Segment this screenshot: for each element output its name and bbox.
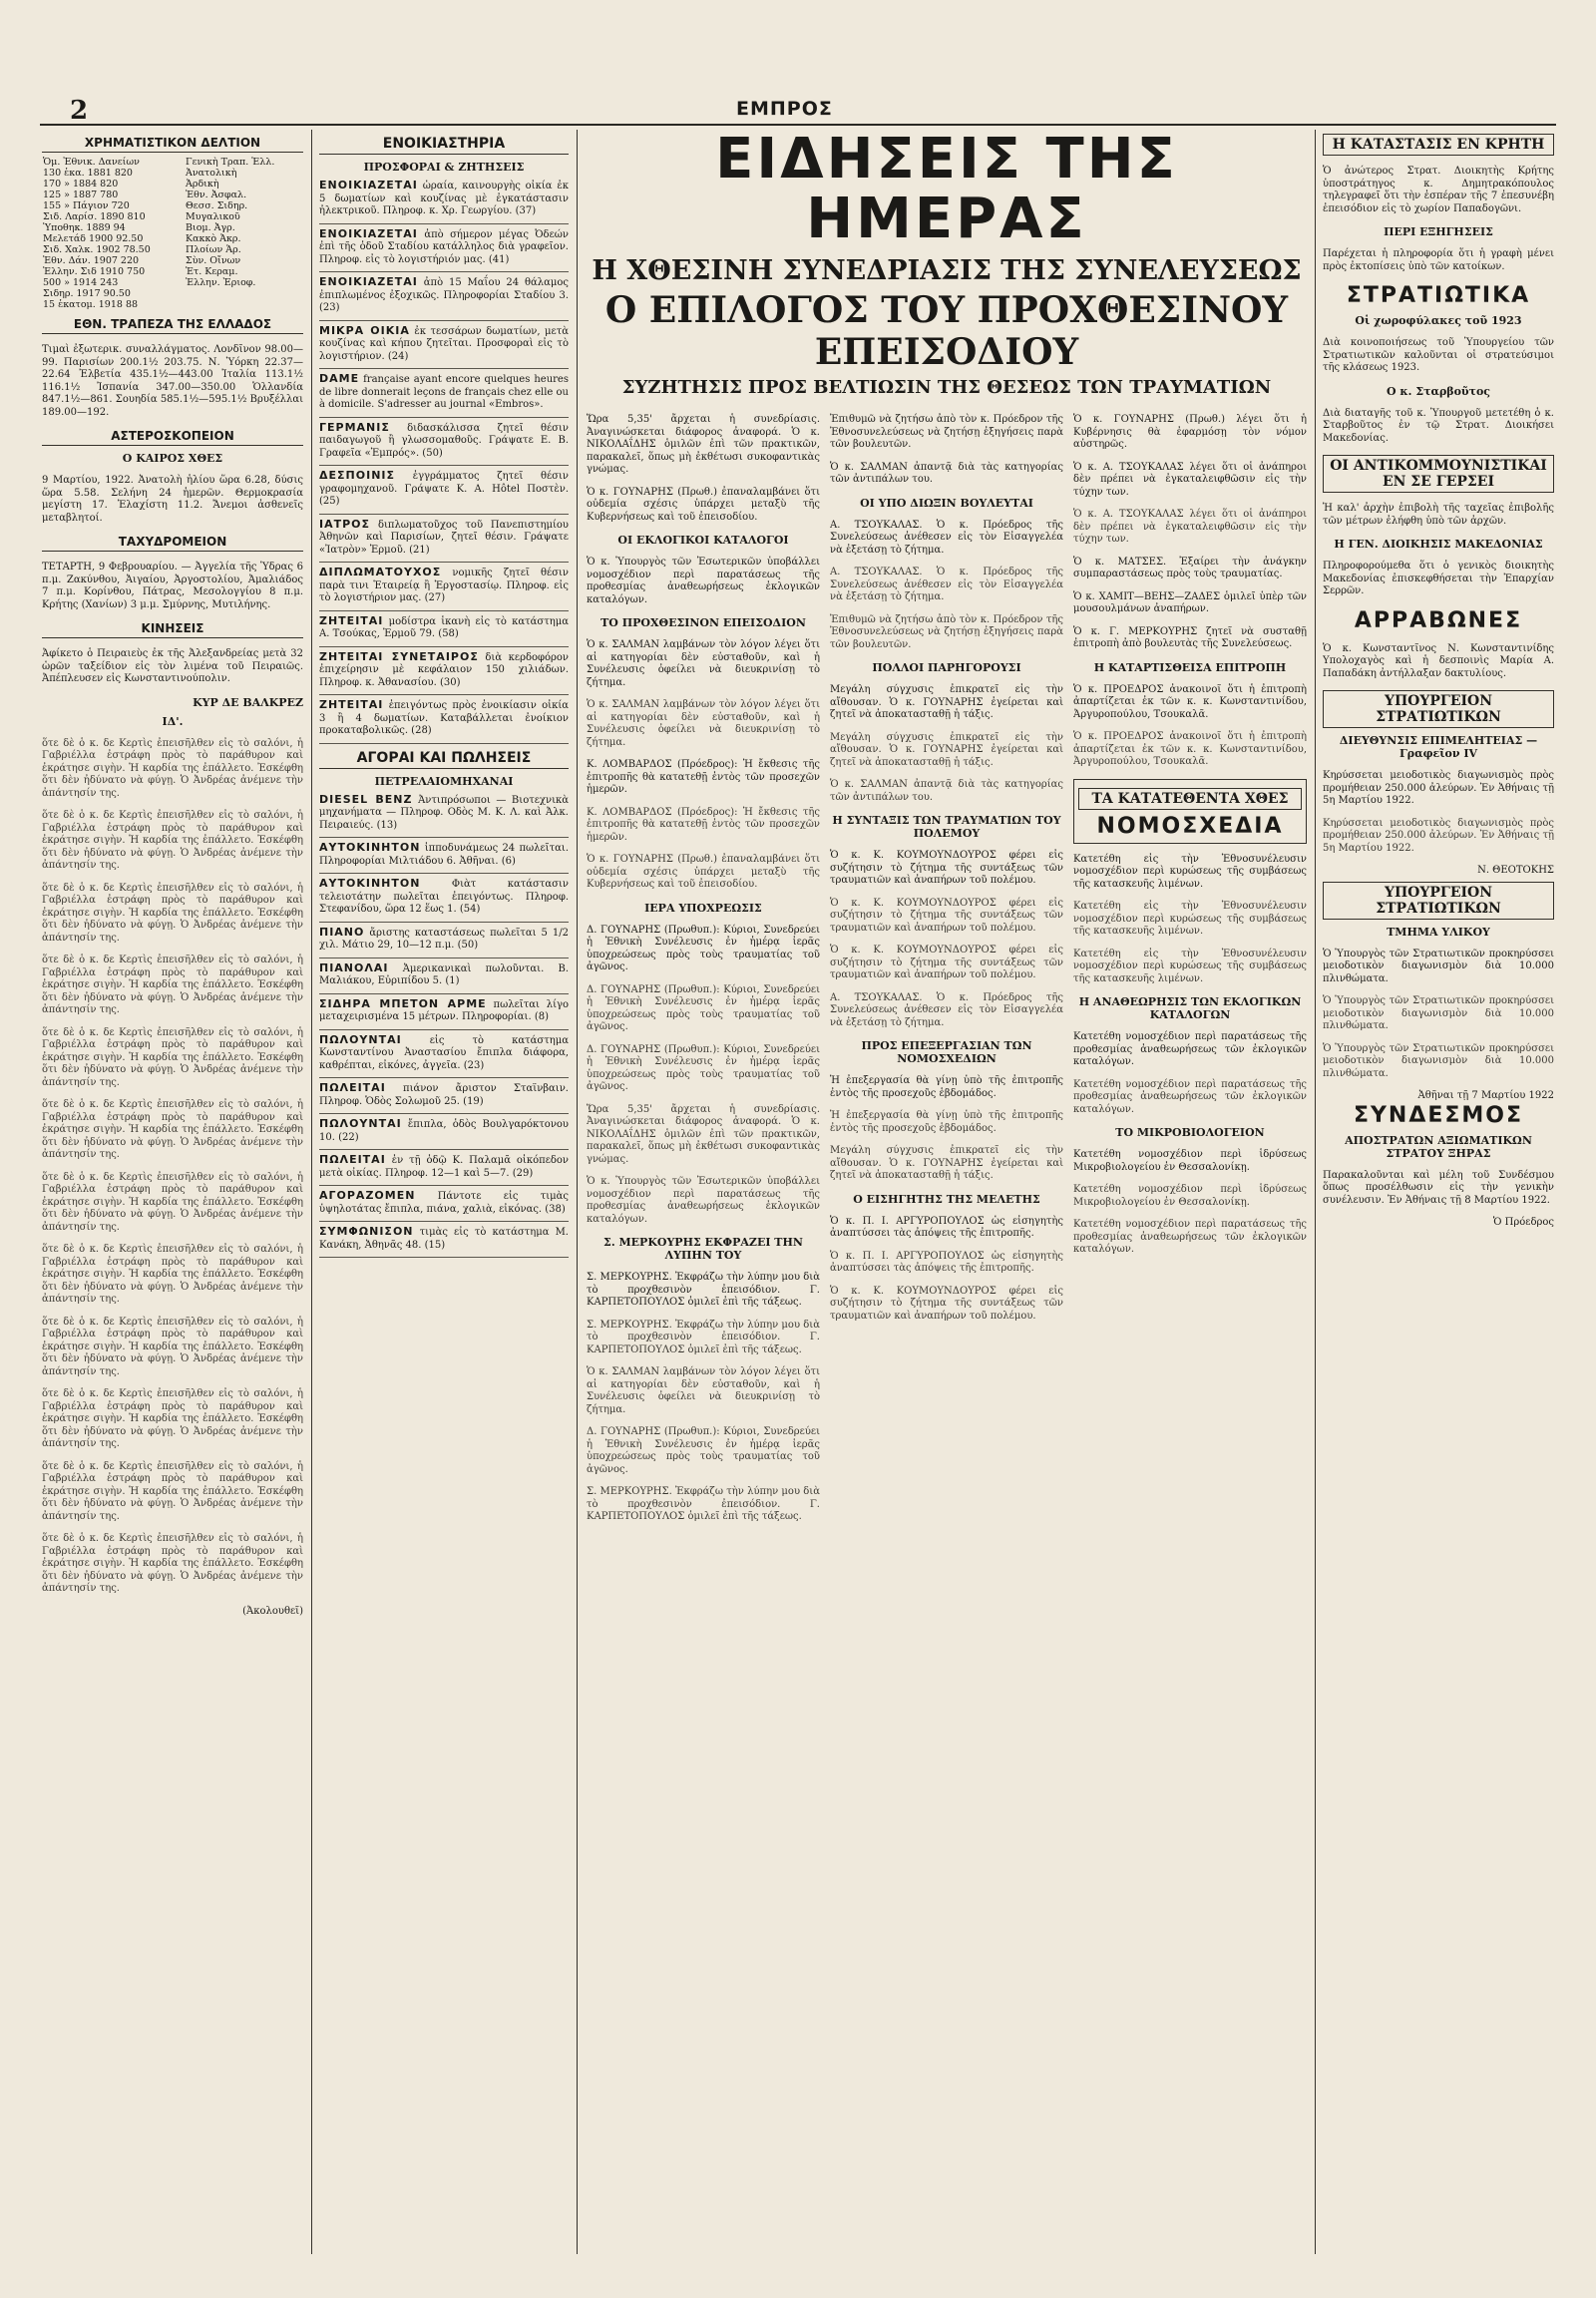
ad-head: ΠΩΛΟΥΝΤΑΙ (319, 1032, 402, 1046)
ads-title: ΕΝΟΙΚΙΑΣΤΗΡΙΑ (319, 136, 569, 155)
market-ad (319, 1078, 569, 1114)
ministry-subtitle-2: ΤΜΗΜΑ ΥΛΙΚΟΥ (1387, 925, 1490, 939)
ad-head: DAME (319, 372, 360, 385)
column-divider (1315, 130, 1316, 2254)
market-ad (319, 1222, 569, 1258)
rate-item: Μελετάδ 1900 92.50 (43, 233, 144, 244)
bank-title: ΕΘΝ. ΤΡΑΠΕΖΑ ΤΗΣ ΕΛΛΑΔΟΣ (42, 317, 303, 334)
serial-text: ὅτε δὲ ὁ κ. δε Κερτὶς ἐπεισῆλθεν εἰς τὸ σαλόνι, ἡ Γαβριέλλα ἐστράφη πρὸς τὸ παράθυρον καὶ ἐκράτησε σιγὴν. Ἡ καρδία της ἐπάλλετο. Ἐσκέφθη ὅτι δὲν ἠδύνατο νὰ φύγῃ. Ὁ Ἀνδρέας ἀνέμενε τὴν ἀπάντησίν της. (42, 1026, 303, 1088)
explanations-heading: ΠΕΡΙ ΕΞΗΓΗΣΕΙΣ (1384, 225, 1493, 238)
story-paragraph: Α. ΤΣΟΥΚΑΛΑΣ. Ὁ κ. Πρόεδρος τῆς Συνελεύσεως ἀνέθεσεν εἰς τὸν Εἰσαγγελέα νὰ ἐξετάσῃ τὸ ζήτημα. (830, 991, 1063, 1028)
story-paragraph: Ὁ κ. Π. Ι. ΑΡΓΥΡΟΠΟΥΛΟΣ ὡς εἰσηγητὴς ἀναπτύσσει τὰς ἀπόψεις τῆς ἐπιτροπῆς. (830, 1215, 1063, 1239)
story-paragraph: Ἐπιθυμῶ νὰ ζητήσω ἀπὸ τὸν κ. Πρόεδρον τῆς Ἐθνοσυνελεύσεως νὰ ζητήσῃ ἐξηγήσεις παρὰ τῶν βουλευτῶν. (830, 414, 1063, 450)
story-subheading: ΟΙ ΥΠΟ ΔΙΩΞΙΝ ΒΟΥΛΕΥΤΑΙ (860, 496, 1033, 510)
ad-text: ἐν τῇ ὁδῷ Κ. Παλαμᾶ οἰκόπεδον μετὰ οἰκίας. Πληροφ. 12—1 καὶ 5—7. (29) (319, 1155, 569, 1179)
engagements-title: ΑΡΡΑΒΩΝΕΣ (1354, 607, 1523, 633)
rate-item: 170 » 1884 820 (43, 179, 119, 190)
story-paragraph: Δ. ΓΟΥΝΑΡΗΣ (Πρωθυπ.): Κύριοι, Συνεδρεύει ἡ Ἐθνικὴ Συνέλευσις ἐν ἡμέρᾳ ἱερᾶς ὑποχρεώσεως πρὸς τοὺς τραυματίας τοῦ ἀγῶνος. (587, 924, 820, 972)
masthead (0, 0, 1596, 142)
serial-text: ὅτε δὲ ὁ κ. δε Κερτὶς ἐπεισῆλθεν εἰς τὸ σαλόνι, ἡ Γαβριέλλα ἐστράφη πρὸς τὸ παράθυρον καὶ ἐκράτησε σιγὴν. Ἡ καρδία της ἐπάλλετο. Ἐσκέφθη ὅτι δὲν ἠδύνατο νὰ φύγῃ. Ὁ Ἀνδρέας ἀνέμενε τὴν ἀπάντησίν της. (42, 1533, 303, 1594)
story-subheading: ΤΟ ΜΙΚΡΟΒΙΟΛΟΓΕΙΟΝ (1115, 1126, 1265, 1139)
ad-text: διπλωματοῦχος τοῦ Πανεπιστημίου Ἀθηνῶν καὶ Παρισίων, ζητεῖ θέσιν. Γράψατε «Ἰατρὸν» Ἑρμοῦ. (21) (319, 519, 569, 556)
ad-head: ΖΗΤΕΙΤΑΙ (319, 698, 384, 711)
story-paragraph: Ὁ κ. Α. ΤΣΟΥΚΑΛΑΣ λέγει ὅτι οἱ ἀνάπηροι δὲν πρέπει νὰ ἐγκαταλειφθῶσιν εἰς τὴν τύχην των. (1073, 461, 1307, 498)
story-paragraph: Κατετέθη νομοσχέδιον περὶ ἱδρύσεως Μικροβιολογείου ἐν Θεσσαλονίκῃ. (1073, 1184, 1307, 1208)
ad-text: ἐκ τεσσάρων δωματίων, μετὰ κουζίνας καὶ κήπου ζητεῖται. Προσφοραὶ εἰς τὸ λογιστήριον. (24) (319, 325, 569, 362)
bills-title: ΤΑ ΚΑΤΑΤΕΘΕΝΤΑ ΧΘΕΣ (1078, 788, 1302, 810)
ad-text: ἄριστης καταστάσεως πωλεῖται 5 1/2 χιλ. Μάτιο 29, 10—12 π.μ. (50) (319, 927, 569, 951)
ad-head: ΓΕΡΜΑΝΙΣ (319, 420, 390, 434)
market-ad (319, 923, 569, 958)
rate-item: Κακκὸ Ἀκρ. (186, 233, 241, 244)
story-paragraph: Α. ΤΣΟΥΚΑΛΑΣ. Ὁ κ. Πρόεδρος τῆς Συνελεύσεως ἀνέθεσεν εἰς τὸν Εἰσαγγελέα νὰ ἐξετάσῃ τὸ ζήτημα. (830, 519, 1063, 556)
market-ad (319, 1030, 569, 1079)
classified-ad (319, 321, 569, 370)
macedonia-heading: Η ΓΕΝ. ΔΙΟΙΚΗΣΙΣ ΜΑΚΕΔΟΝΙΑΣ (1334, 538, 1543, 551)
rate-item: 155 » Πάγιον 720 (43, 200, 130, 211)
association-signature: Ὁ Πρόεδρος (1492, 1217, 1554, 1228)
story-paragraph: Ὁ κ. ΣΑΛΜΑΝ ἀπαντᾷ διὰ τὰς κατηγορίας τῶν ἀντιπάλων του. (830, 779, 1063, 803)
rates-title: ΧΡΗΜΑΤΙΣΤΙΚΟΝ ΔΕΛΤΙΟΝ (42, 136, 303, 153)
story-paragraph: Ὁ κ. ΓΟΥΝΑΡΗΣ (Πρωθ.) ἐπαναλαμβάνει ὅτι οὐδεμία σχέσις ὑπάρχει μεταξὺ τῆς Κυβερνήσεως καὶ τοῦ ἐπεισοδίου. (587, 854, 820, 890)
classified-ad (319, 695, 569, 744)
serial-end: (Ἀκολουθεῖ) (242, 1605, 303, 1617)
story-subheading: Η ΑΝΑΘΕΩΡΗΣΙΣ ΤΩΝ ΕΚΛΟΓΙΚΩΝ ΚΑΤΑΛΟΓΩΝ (1078, 995, 1302, 1021)
ministry-notice: Κηρύσσεται μειοδοτικὸς διαγωνισμὸς πρὸς προμήθειαν 250.000 ἀλεύρων. Ἐν Ἀθήναις τῇ 5η Μαρτίου 1922. (1323, 817, 1554, 854)
story-paragraph: Ὁ κ. ΣΑΛΜΑΝ ἀπαντᾷ διὰ τὰς κατηγορίας τῶν ἀντιπάλων του. (830, 461, 1063, 485)
association-title: ΣΥΝΔΕΣΜΟΣ (1353, 1102, 1524, 1128)
market-ad (319, 958, 569, 994)
ad-head: ΖΗΤΕΙΤΑΙ ΣΥΝΕΤΑΙΡΟΣ (319, 649, 479, 663)
classified-ad (319, 611, 569, 647)
rate-item: Γενικὴ Τραπ. Ἑλλ. (186, 157, 275, 168)
bills-box (1073, 779, 1307, 844)
engagements-text: Ὁ κ. Κωνσταντῖνος Ν. Κωνσταντινίδης Υπολοχαγὸς καὶ ἡ δεσποινὶς Μαρία Α. Παπαδάκη ἀντήλλαξαν δακτυλίους. (1323, 642, 1554, 679)
ad-text: ἔπιπλα, ὁδὸς Βουλγαρόκτονου 10. (22) (319, 1119, 569, 1143)
story-subheading: ΤΟ ΠΡΟΧΘΕΣΙΝΟΝ ΕΠΕΙΣΟΔΙΟΝ (600, 616, 806, 629)
serial-text: ὅτε δὲ ὁ κ. δε Κερτὶς ἐπεισῆλθεν εἰς τὸ σαλόνι, ἡ Γαβριέλλα ἐστράφη πρὸς τὸ παράθυρον καὶ ἐκράτησε σιγὴν. Ἡ καρδία της ἐπάλλετο. Ἐσκέφθη ὅτι δὲν ἠδύνατο νὰ φύγῃ. Ὁ Ἀνδρέας ἀνέμενε τὴν ἀπάντησίν της. (42, 1388, 303, 1449)
story-paragraph: Ὁ κ. Γ. ΜΕΡΚΟΥΡΗΣ ζητεῖ νὰ συσταθῇ ἐπιτροπὴ ἀπὸ βουλευτὰς τῆς Συνελεύσεως. (1073, 625, 1307, 649)
serial-text: ὅτε δὲ ὁ κ. δε Κερτὶς ἐπεισῆλθεν εἰς τὸ σαλόνι, ἡ Γαβριέλλα ἐστράφη πρὸς τὸ παράθυρον καὶ ἐκράτησε σιγὴν. Ἡ καρδία της ἐπάλλετο. Ἐσκέφθη ὅτι δὲν ἠδύνατο νὰ φύγῃ. Ὁ Ἀνδρέας ἀνέμενε τὴν ἀπάντησίν της. (42, 810, 303, 871)
rate-item: 125 » 1887 780 (43, 190, 119, 200)
ad-text: ἀπὸ σήμερον μέγας Ὀδεών ἐπὶ τῆς ὁδοῦ Σταδίου κατάλληλος διὰ γραφεῖον. Πληροφ. εἰς τὸ λογιστήριόν μας. (41) (319, 228, 569, 265)
officer-heading: Ο κ. Σταρβοῦτος (1387, 384, 1490, 398)
rate-item: 15 ἑκατομ. 1918 88 (43, 299, 139, 310)
weather-text: 9 Μαρτίου, 1922. Ἀνατολὴ ἡλίου ὥρα 6.28, δύσις ὥρα 5.58. Σελήνη 24 ἡμερῶν. Θερμοκρασία μεγίστη 17. Ἐλαχίστη 11.2. Ἄνεμοι ἀσθενεῖς μεταβλητοί. (42, 475, 303, 524)
main-news (587, 130, 1307, 2254)
story-subheading: Ο ΕΙΣΗΓΗΤΗΣ ΤΗΣ ΜΕΛΕΤΗΣ (853, 1192, 1040, 1206)
classified-ad (319, 466, 569, 515)
story-paragraph: Σ. ΜΕΡΚΟΥΡΗΣ. Ἐκφράζω τὴν λύπην μου διὰ τὸ προχθεσινὸν ἐπεισόδιον. Γ. ΚΑΡΠΕΤΟΠΟΥΛΟΣ ὁμιλεῖ ἐπὶ τῆς τάξεως. (587, 1486, 820, 1522)
ad-head: ΕΝΟΙΚΙΑΖΕΤΑΙ (319, 179, 418, 192)
story-column-a (587, 404, 820, 1534)
story-paragraph: Ὁ κ. ΠΡΟΕΔΡΟΣ ἀνακοινοῖ ὅτι ἡ ἐπιτροπὴ ἀπαρτίζεται ἐκ τῶν κ. κ. Κωνσταντινίδου, Ἀργυροπούλου, Τσουκαλᾶ. (1073, 731, 1307, 767)
ad-text: ἀπὸ 15 Μαΐου 24 θάλαμος ἐπιπλωμένος ἐξοχικῶς. Πληροφορίαι Σταδίου 3. (23) (319, 277, 569, 313)
story-paragraph: Ἐπιθυμῶ νὰ ζητήσω ἀπὸ τὸν κ. Πρόεδρον τῆς Ἐθνοσυνελεύσεως νὰ ζητήσῃ ἐξηγήσεις παρὰ τῶν βουλευτῶν. (830, 613, 1063, 650)
notice-date: Ἀθῆναι τῇ 7 Μαρτίου 1922 (1417, 1090, 1554, 1101)
rate-item: Ἐθν. Δάν. 1907 220 (43, 255, 140, 266)
rate-item: 500 » 1914 243 (43, 277, 119, 288)
movements-title: ΚΙΝΗΣΕΙΣ (42, 621, 303, 638)
ad-text: εἰς τὸ κατάστημα Κωνσταντίνου Ἀναστασίου ἔπιπλα διάφορα, καθρέπται, εἰκόνες, ἀγγεῖα. (23) (319, 1034, 569, 1071)
ad-text: Ἀμερικανικαὶ πωλοῦνται. Β. Μαλιάκου, Εὐριπίδου 5. (1) (319, 962, 569, 986)
ad-head: ΜΙΚΡΑ ΟΙΚΙΑ (319, 323, 410, 337)
story-subheading: ΠΟΛΛΟΙ ΠΑΡΗΓΟΡΟΥΣΙ (872, 661, 1021, 674)
story-paragraph: Ὥρα 5,35' ἄρχεται ἡ συνεδρίασις. Ἀναγινώσκεται διάφορος ἀναφορά. Ὁ κ. ΝΙΚΟΛΑΐΔΗΣ ὁμιλῶν ἐπὶ τῶν πρακτικῶν, παρακαλεῖ, ὅπως μὴ ἐκθέτωσι συκοφαντικὰς γνώμας. (587, 1103, 820, 1165)
post-text: ΤΕΤΑΡΤΗ, 9 Φεβρουαρίου. — Ἀγγελία τῆς Ὑδρας 6 π.μ. Ζακύνθου, Ἀιγαίου, Ἀργοστολίου, Ἀμαλιάδος 7 π.μ. Κορίνθου, Πάτρας, Μεσολογγίου 8 π.μ. Κρήτης (Χανίων) 3 μ.μ. Σμύρνης, Μυτιλήνης. (42, 562, 303, 610)
ad-head: DIESEL BENZ (319, 792, 413, 806)
story-paragraph: Δ. ΓΟΥΝΑΡΗΣ (Πρωθυπ.): Κύριοι, Συνεδρεύει ἡ Ἐθνικὴ Συνέλευσις ἐν ἡμέρᾳ ἱερᾶς ὑποχρεώσεως πρὸς τοὺς τραυματίας τοῦ ἀγῶνος. (587, 983, 820, 1032)
market-ad (319, 838, 569, 874)
bank-text: Τιμαὶ ἐξωτερικ. συναλλάγματος. Λονδῖνον 98.00—99. Παρισίων 200.1½ 203.75. Ν. Ὑόρκη 22.37—22.64 Ἐλβετία 435.1½—443.00 Ἰταλία 113.1½ 116.1½ Ἰσπανία 347.00—350.00 Ὁλλανδία 847.1½—861. Σουηδία 585.1½—595.1½ Βρυξέλλαι 189.00—192. (42, 344, 303, 418)
rate-item: Σιδ. Λαρίσ. 1890 810 (43, 211, 146, 222)
story-paragraph: Ὁ κ. ΠΡΟΕΔΡΟΣ ἀνακοινοῖ ὅτι ἡ ἐπιτροπὴ ἀπαρτίζεται ἐκ τῶν κ. κ. Κωνσταντινίδου, Ἀργυροπούλου, Τσουκαλᾶ. (1073, 683, 1307, 720)
story-paragraph: Ὁ κ. Ὑπουργὸς τῶν Ἐσωτερικῶν ὑποβάλλει νομοσχέδιον περὶ παρατάσεως τῆς προθεσμίας ἀναθεωρήσεως ἐκλογικῶν καταλόγων. (587, 1176, 820, 1225)
ministry-subtitle: ΔΙΕΥΘΥΝΣΙΣ ΕΠΙΜΕΛΗΤΕΙΑΣ — Γραφεῖον IV (1339, 734, 1538, 760)
masthead-rule (40, 124, 1556, 126)
classified-ad (319, 224, 569, 273)
crete-title: Η ΚΑΤΑΣΤΑΣΙΣ ΕΝ ΚΡΗΤΗ (1323, 134, 1554, 156)
rate-item: Σὺν. Οἴνων (186, 255, 241, 266)
ad-head: ΠΩΛΕΙΤΑΙ (319, 1081, 386, 1094)
ads-subtitle: ΠΡΟΣΦΟΡΑΙ & ΖΗΤΗΣΕΙΣ (363, 161, 525, 174)
classified-ad (319, 418, 569, 467)
serial-text: ὅτε δὲ ὁ κ. δε Κερτὶς ἐπεισῆλθεν εἰς τὸ σαλόνι, ἡ Γαβριέλλα ἐστράφη πρὸς τὸ παράθυρον καὶ ἐκράτησε σιγὴν. Ἡ καρδία της ἐπάλλετο. Ἐσκέφθη ὅτι δὲν ἠδύνατο νὰ φύγῃ. Ὁ Ἀνδρέας ἀνέμενε τὴν ἀπάντησίν της. (42, 1244, 303, 1305)
crete-text: Ὁ ἀνώτερος Στρατ. Διοικητὴς Κρήτης ὑποστράτηγος κ. Δημητρακόπουλος τηλεγραφεῖ ὅτι τὴν ἐσπέραν τῆς 7 ἐπεσυνέβη ἐπεισόδιον εἰς τὸ χωρίον Παπαδογῶνι. (1323, 166, 1554, 214)
story-columns (587, 404, 1307, 1534)
story-subheading: Η ΚΑΤΑΡΤΙΣΘΕΙΣΑ ΕΠΙΤΡΟΠΗ (1093, 660, 1287, 674)
story-paragraph: Κατετέθη νομοσχέδιον περὶ ἱδρύσεως Μικροβιολογείου ἐν Θεσσαλονίκῃ. (1073, 1149, 1307, 1173)
market-ad (319, 1186, 569, 1222)
movements-text: Ἀφίκετο ὁ Πειραιεὺς ἐκ τῆς Ἀλεξανδρείας μετὰ 32 ὡρῶν ταξείδιον εἰς τὸν λιμένα τοῦ Πειραιῶς. Ἀπέπλευσεν εἰς Κωνσταντινούπολιν. (42, 648, 303, 684)
story-paragraph: Ὁ κ. ΣΑΛΜΑΝ λαμβάνων τὸν λόγον λέγει ὅτι αἱ κατηγορίαι δὲν εὐσταθοῦν, καὶ ἡ Συνέλευσις ὀφείλει νὰ διευκρινίσῃ τὸ ζήτημα. (587, 699, 820, 748)
story-paragraph: Α. ΤΣΟΥΚΑΛΑΣ. Ὁ κ. Πρόεδρος τῆς Συνελεύσεως ἀνέθεσεν εἰς τὸν Εἰσαγγελέα νὰ ἐξετάσῃ τὸ ζήτημα. (830, 567, 1063, 602)
rates-right (185, 156, 303, 311)
ad-head: ΕΝΟΙΚΙΑΖΕΤΑΙ (319, 226, 418, 240)
military-title: ΣΤΡΑΤΙΩΤΙΚΑ (1346, 283, 1531, 308)
rate-item: Ἑτ. Κεραμ. (186, 266, 238, 277)
paper-name: ΕΜΠΡΟΣ (736, 98, 833, 120)
rates-left (42, 156, 185, 311)
rate-item: Ἀρδικὴ (186, 179, 219, 190)
ad-head: ΠΙΑΝΟΛΑΙ (319, 960, 389, 974)
story-column-c (1073, 404, 1307, 1534)
column-divider (577, 130, 578, 2254)
ad-text: ἱπποδυνάμεως 24 πωλεῖται. Πληροφορίαι Μιλτιάδου 6. Ἀθῆναι. (6) (319, 843, 569, 867)
rates-table (42, 156, 303, 311)
headline-tertiary: ΣΥΖΗΤΗΣΙΣ ΠΡΟΣ ΒΕΛΤΙΩΣΙΝ ΤΗΣ ΘΕΣΕΩΣ ΤΩΝ ΤΡΑΥΜΑΤΙΩΝ (621, 377, 1272, 398)
rate-item: Πλοίων Ἁρ. (186, 244, 241, 255)
column-classifieds (319, 130, 569, 2254)
market-title: ΑΓΟΡΑΙ ΚΑΙ ΠΩΛΗΣΕΙΣ (319, 750, 569, 769)
rate-item: Ὁμ. Ἐθνικ. Δανείων (43, 157, 140, 168)
story-paragraph: Ὁ κ. Κ. ΚΟΥΜΟΥΝΔΟΥΡΟΣ φέρει εἰς συζήτησιν τὸ ζήτημα τῆς συντάξεως τῶν τραυματιῶν καὶ ἀναπήρων τοῦ πολέμου. (830, 897, 1063, 934)
rate-item: Ἐθν. Ἀσφαλ. (186, 190, 247, 200)
rate-item: Ἀνατολικὴ (186, 168, 237, 179)
ad-text: διδασκάλισσα ζητεῖ θέσιν παιδαγωγοῦ ἢ γλωσσομαθοῦς. Γράψατε Ε. Β. Γραφεῖα «Ἐμπρός». (50) (319, 422, 569, 459)
story-subheading: ΠΡΟΣ ΕΠΕΞΕΡΓΑΣΙΑΝ ΤΩΝ ΝΟΜΟΣΧΕΔΙΩΝ (861, 1039, 1032, 1065)
ad-text: ὡραία, καινουργὴς οἰκία ἐκ 5 δωματίων καὶ κουζίνας μὲ ἐγκατάστασιν ἠλεκτρικοῦ. Πληροφ. κ. Χρ. Γεωργίου. (37) (319, 181, 569, 216)
serial-text: ὅτε δὲ ὁ κ. δε Κερτὶς ἐπεισῆλθεν εἰς τὸ σαλόνι, ἡ Γαβριέλλα ἐστράφη πρὸς τὸ παράθυρον καὶ ἐκράτησε σιγὴν. Ἡ καρδία της ἐπάλλετο. Ἐσκέφθη ὅτι δὲν ἠδύνατο νὰ φύγῃ. Ὁ Ἀνδρέας ἀνέμενε τὴν ἀπάντησίν της. (42, 1099, 303, 1160)
serial-signature: ΚΥΡ ΔΕ ΒΑΛΚΡΕΖ (193, 695, 303, 709)
notice-signature: Ν. ΘΕΟΤΟΚΗΣ (1477, 865, 1554, 876)
classified-ad (319, 647, 569, 696)
story-paragraph: Κατετέθη εἰς τὴν Ἐθνοσυνέλευσιν νομοσχέδιον περὶ κυρώσεως τῆς συμβάσεως τῆς κατασκευῆς λιμένων. (1073, 853, 1307, 890)
story-paragraph: Κατετέθη νομοσχέδιον περὶ παρατάσεως τῆς προθεσμίας ἀναθεωρήσεως τῶν ἐκλογικῶν καταλόγων. (1073, 1078, 1307, 1115)
gendarmes-heading: Οἱ χωροφύλακες τοῦ 1923 (1355, 314, 1522, 327)
ad-text: ἐγγράμματος ζητεῖ θέσιν γραφομηχανοῦ. Γράψατε Κ. Α. Hôtel Ποστὲν. (25) (319, 471, 569, 507)
story-paragraph: Σ. ΜΕΡΚΟΥΡΗΣ. Ἐκφράζω τὴν λύπην μου διὰ τὸ προχθεσινὸν ἐπεισόδιον. Γ. ΚΑΡΠΕΤΟΠΟΥΛΟΣ ὁμιλεῖ ἐπὶ τῆς τάξεως. (587, 1319, 820, 1355)
story-paragraph: Ὁ κ. ΓΟΥΝΑΡΗΣ (Πρωθ.) λέγει ὅτι ἡ Κυβέρνησις θὰ ἐφαρμόσῃ τὸν νόμον αὐστηρῶς. (1073, 414, 1307, 450)
classified-ad (319, 369, 569, 418)
rate-item: Βιομ. Ἀγρ. (186, 222, 235, 233)
ministry-notice: Κηρύσσεται μειοδοτικὸς διαγωνισμὸς πρὸς προμήθειαν 250.000 ἀλεύρων. Ἐν Ἀθήναις τῇ 5η Μαρτίου 1922. (1323, 770, 1554, 806)
ad-text: μοδίστρα ἱκανὴ εἰς τὸ κατάστημα Α. Τσούκας, Ἑρμοῦ 79. (58) (319, 615, 569, 639)
story-paragraph: Δ. ΓΟΥΝΑΡΗΣ (Πρωθυπ.): Κύριοι, Συνεδρεύει ἡ Ἐθνικὴ Συνέλευσις ἐν ἡμέρᾳ ἱερᾶς ὑποχρεώσεως πρὸς τοὺς τραυματίας τοῦ ἀγῶνος. (587, 1426, 820, 1475)
ad-text: Πάντοτε εἰς τιμὰς ὑψηλοτάτας ἔπιπλα, πιάνα, χαλιὰ, εἰκόνας. (38) (319, 1191, 569, 1215)
story-paragraph: Ὁ κ. ΓΟΥΝΑΡΗΣ (Πρωθ.) ἐπαναλαμβάνει ὅτι οὐδεμία σχέσις ὑπάρχει μεταξὺ τῆς Κυβερνήσεως καὶ τοῦ ἐπεισοδίου. (587, 486, 820, 523)
ad-text: Φιὰτ κατάστασιν τελειοτάτην πωλεῖται ἐπειγόντως. Πληροφ. Στεφανίδου, ὥρα 12 ἕως 1. (54) (319, 879, 569, 915)
story-paragraph: Κ. ΛΟΜΒΑΡΔΟΣ (Πρόεδρος): Ἡ ἔκθεσις τῆς ἐπιτροπῆς θὰ κατατεθῇ ἐντὸς τῶν προσεχῶν ἡμερῶν. (587, 806, 820, 843)
story-paragraph: Κατετέθη εἰς τὴν Ἐθνοσυνέλευσιν νομοσχέδιον περὶ κυρώσεως τῆς συμβάσεως τῆς κατασκευῆς λιμένων. (1073, 948, 1307, 984)
story-paragraph: Ὁ κ. ΣΑΛΜΑΝ λαμβάνων τὸν λόγον λέγει ὅτι αἱ κατηγορίαι δὲν εὐσταθοῦν, καὶ ἡ Συνέλευσις ὀφείλει νὰ διευκρινίσῃ τὸ ζήτημα. (587, 1366, 820, 1415)
ad-head: ΑΓΟΡΑΖΟΜΕΝ (319, 1189, 416, 1202)
market-ad (319, 874, 569, 923)
story-paragraph: Ὁ κ. Κ. ΚΟΥΜΟΥΝΔΟΥΡΟΣ φέρει εἰς συζήτησιν τὸ ζήτημα τῆς συντάξεως τῶν τραυματιῶν καὶ ἀναπήρων τοῦ πολέμου. (830, 850, 1063, 886)
story-paragraph: Ἡ ἐπεξεργασία θὰ γίνῃ ὑπὸ τῆς ἐπιτροπῆς ἐντὸς τῆς προσεχοῦς ἑβδομάδος. (830, 1110, 1063, 1134)
column-financial (42, 130, 303, 2254)
serial-chapter: ΙΔ'. (162, 714, 184, 728)
story-paragraph: Μεγάλη σύγχυσις ἐπικρατεῖ εἰς τὴν αἴθουσαν. Ὁ κ. ΓΟΥΝΑΡΗΣ ἐγείρεται καὶ ζητεῖ νὰ ἀποκατασταθῇ ἡ τάξις. (830, 684, 1063, 720)
ad-text: τιμὰς εἰς τὸ κατάστημα Μ. Κανάκη, Ἀθηνᾶς 48. (15) (319, 1227, 569, 1251)
column-right (1323, 130, 1554, 2254)
explanations-text: Παρέχεται ἡ πληροφορία ὅτι ἡ γραφὴ μένει πρὸς ἐκτοπίσεις ὑπὸ τῶν κατοίκων. (1323, 248, 1554, 272)
market-subtitle: ΠΕΤΡΕΛΑΙΟΜΗΧΑΝΑΙ (374, 774, 514, 788)
story-paragraph: Ὁ κ. Α. ΤΣΟΥΚΑΛΑΣ λέγει ὅτι οἱ ἀνάπηροι δὲν πρέπει νὰ ἐγκαταλειφθῶσιν εἰς τὴν τύχην των. (1073, 509, 1307, 545)
story-paragraph: Ὁ κ. ΜΑΤΣΕΣ. Ἐξαίρει τὴν ἀνάγκην συμπαραστάσεως πρὸς τοὺς τραυματίας. (1073, 556, 1307, 579)
ad-head: ΖΗΤΕΙΤΑΙ (319, 613, 384, 627)
news-banner: ΕΙΔΗΣΕΙΣ ΤΗΣ ΗΜΕΡΑΣ (715, 130, 1178, 251)
market-ad (319, 1150, 569, 1186)
story-paragraph: Ὥρα 5,35' ἄρχεται ἡ συνεδρίασις. Ἀναγινώσκεται διάφορος ἀναφορά. Ὁ κ. ΝΙΚΟΛΑΐΔΗΣ ὁμιλῶν ἐπὶ τῶν πρακτικῶν, παρακαλεῖ, ὅπως μὴ ἐκθέτωσι συκοφαντικὰς γνώμας. (587, 414, 820, 475)
market-ad (319, 790, 569, 839)
headline-primary: Η ΧΘΕΣΙΝΗ ΣΥΝΕΔΡΙΑΣΙΣ ΤΗΣ ΣΥΝΕΛΕΥΣΕΩΣ (592, 255, 1302, 286)
ministry-notice-2: Ὁ Ὑπουργὸς τῶν Στρατιωτικῶν προκηρύσσει μειοδοτικὸν διαγωνισμὸν διὰ 10.000 πλινθώματα. (1323, 948, 1554, 984)
ad-head: ΣΥΜΦΩΝΙΣΟΝ (319, 1225, 414, 1238)
story-paragraph: Μεγάλη σύγχυσις ἐπικρατεῖ εἰς τὴν αἴθουσαν. Ὁ κ. ΓΟΥΝΑΡΗΣ ἐγείρεται καὶ ζητεῖ νὰ ἀποκατασταθῇ ἡ τάξις. (830, 731, 1063, 768)
story-paragraph: Ὁ κ. Κ. ΚΟΥΜΟΥΝΔΟΥΡΟΣ φέρει εἰς συζήτησιν τὸ ζήτημα τῆς συντάξεως τῶν τραυματιῶν καὶ ἀναπήρων τοῦ πολέμου. (830, 1285, 1063, 1322)
ad-text: ἐπειγόντως πρὸς ἐνοικίασιν οἰκία 3 ἢ 4 δωματίων. Καταβάλλεται ἐνοίκιον προκαταβολικῶς. (28) (319, 700, 569, 736)
classified-ad (319, 563, 569, 611)
classified-ad (319, 272, 569, 321)
ministry-title-2: ΥΠΟΥΡΓΕΙΟΝ ΣΤΡΑΤΙΩΤΙΚΩΝ (1323, 882, 1554, 920)
observatory-title: ΑΣΤΕΡΟΣΚΟΠΕΙΟΝ (42, 429, 303, 446)
rate-item: Θεσσ. Σιδηρ. (186, 200, 248, 211)
ministry-notice-2: Ὁ Ὑπουργὸς τῶν Στρατιωτικῶν προκηρύσσει μειοδοτικὸν διαγωνισμὸν διὰ 10.000 πλινθώματα. (1323, 995, 1554, 1031)
story-paragraph: Ὁ κ. Π. Ι. ΑΡΓΥΡΟΠΟΥΛΟΣ ὡς εἰσηγητὴς ἀναπτύσσει τὰς ἀπόψεις τῆς ἐπιτροπῆς. (830, 1250, 1063, 1274)
ad-text: Ἀντιπρόσωποι — Βιοτεχνικὰ μηχανήματα — Πληροφ. Οδὸς Μ. Κ. Λ. καὶ Ἀλκ. Πειραιεύς. (13) (319, 794, 569, 831)
story-subheading: Η ΣΥΝΤΑΞΙΣ ΤΩΝ ΤΡΑΥΜΑΤΙΩΝ ΤΟΥ ΠΟΛΕΜΟΥ (832, 814, 1061, 840)
classified-ad (319, 515, 569, 564)
gendarmes-text: Διὰ κοινοποιήσεως τοῦ Ὑπουργείου τῶν Στρατιωτικῶν καλοῦνται οἱ στρατεύσιμοι τῆς κλάσεως 1923. (1323, 337, 1554, 373)
ad-head: ΑΥΤΟΚΙΝΗΤΟΝ (319, 877, 421, 890)
classified-ad (319, 176, 569, 224)
story-paragraph: Κατετέθη εἰς τὴν Ἐθνοσυνέλευσιν νομοσχέδιον περὶ κυρώσεως τῆς συμβάσεως τῆς κατασκευῆς λιμένων. (1073, 901, 1307, 937)
column-divider (311, 130, 312, 2254)
story-paragraph: Σ. ΜΕΡΚΟΥΡΗΣ. Ἐκφράζω τὴν λύπην μου διὰ τὸ προχθεσινὸν ἐπεισόδιον. Γ. ΚΑΡΠΕΤΟΠΟΥΛΟΣ ὁμιλεῖ ἐπὶ τῆς τάξεως. (587, 1272, 820, 1308)
rate-item: Ἐλλην. Σιδ 1910 750 (43, 266, 146, 277)
ad-head: ΣΙΔΗΡΑ ΜΠΕΤΟΝ ΑΡΜΕ (319, 996, 487, 1010)
officer-text: Διὰ διαταγῆς τοῦ κ. Ὑπουργοῦ μετετέθη ὁ κ. Σταρβοῦτος ἐν τῷ Στρατ. Διοικήσει Μακεδονίας. (1323, 407, 1554, 444)
story-subheading: Σ. ΜΕΡΚΟΥΡΗΣ ΕΚΦΡΑΖΕΙ ΤΗΝ ΛΥΠΗΝ ΤΟΥ (603, 1236, 803, 1262)
ad-head: ΔΙΠΛΩΜΑΤΟΥΧΟΣ (319, 566, 442, 578)
weather-heading: Ο ΚΑΙΡΟΣ ΧΘΕΣ (122, 452, 223, 465)
serial-text: ὅτε δὲ ὁ κ. δε Κερτὶς ἐπεισῆλθεν εἰς τὸ σαλόνι, ἡ Γαβριέλλα ἐστράφη πρὸς τὸ παράθυρον καὶ ἐκράτησε σιγὴν. Ἡ καρδία της ἐπάλλετο. Ἐσκέφθη ὅτι δὲν ἠδύνατο νὰ φύγῃ. Ὁ Ἀνδρέας ἀνέμενε τὴν ἀπάντησίν της. (42, 1316, 303, 1377)
market-ad (319, 1114, 569, 1150)
serial-text: ὅτε δὲ ὁ κ. δε Κερτὶς ἐπεισῆλθεν εἰς τὸ σαλόνι, ἡ Γαβριέλλα ἐστράφη πρὸς τὸ παράθυρον καὶ ἐκράτησε σιγὴν. Ἡ καρδία της ἐπάλλετο. Ἐσκέφθη ὅτι δὲν ἠδύνατο νὰ φύγῃ. Ὁ Ἀνδρέας ἀνέμενε τὴν ἀπάντησίν της. (42, 882, 303, 944)
story-column-b (830, 404, 1063, 1534)
story-paragraph: Ὁ κ. Ὑπουργὸς τῶν Ἐσωτερικῶν ὑποβάλλει νομοσχέδιον περὶ παρατάσεως τῆς προθεσμίας ἀναθεωρήσεως ἐκλογικῶν καταλόγων. (587, 557, 820, 605)
story-paragraph: Ὁ κ. ΧΑΜΙΤ—ΒΕΗΣ—ΖΑΔΕΣ ὁμιλεῖ ὑπὲρ τῶν μουσουλμάνων ἀναπήρων. (1073, 590, 1307, 614)
ad-head: ΠΙΑΝΟ (319, 925, 365, 939)
serial-text: ὅτε δὲ ὁ κ. δε Κερτὶς ἐπεισῆλθεν εἰς τὸ σαλόνι, ἡ Γαβριέλλα ἐστράφη πρὸς τὸ παράθυρον καὶ ἐκράτησε σιγὴν. Ἡ καρδία της ἐπάλλετο. Ἐσκέφθη ὅτι δὲν ἠδύνατο νὰ φύγῃ. Ὁ Ἀνδρέας ἀνέμενε τὴν ἀπάντησίν της. (42, 1460, 303, 1522)
serial-text: ὅτε δὲ ὁ κ. δε Κερτὶς ἐπεισῆλθεν εἰς τὸ σαλόνι, ἡ Γαβριέλλα ἐστράφη πρὸς τὸ παράθυρον καὶ ἐκράτησε σιγὴν. Ἡ καρδία της ἐπάλλετο. Ἐσκέφθη ὅτι δὲν ἠδύνατο νὰ φύγῃ. Ὁ Ἀνδρέας ἀνέμενε τὴν ἀπάντησίν της. (42, 737, 303, 799)
ad-text: πωλεῖται λίγο μεταχειρισμένα 15 μέτρων. Πληροφορίαι. (8) (319, 998, 569, 1022)
ad-text: française ayant encore quelques heures de libre donnerait leçons de français chez elle ou à domicile. S'adresser au journal «Embros». (319, 374, 569, 410)
story-paragraph: Δ. ΓΟΥΝΑΡΗΣ (Πρωθυπ.): Κύριοι, Συνεδρεύει ἡ Ἐθνικὴ Συνέλευσις ἐν ἡμέρᾳ ἱερᾶς ὑποχρεώσεως πρὸς τοὺς τραυματίας τοῦ ἀγῶνος. (587, 1043, 820, 1092)
ministry-title: ΥΠΟΥΡΓΕΙΟΝ ΣΤΡΑΤΙΩΤΙΚΩΝ (1323, 690, 1554, 728)
ad-head: ΕΝΟΙΚΙΑΖΕΤΑΙ (319, 275, 418, 288)
story-paragraph: Ὁ κ. Κ. ΚΟΥΜΟΥΝΔΟΥΡΟΣ φέρει εἰς συζήτησιν τὸ ζήτημα τῆς συντάξεως τῶν τραυματιῶν καὶ ἀναπήρων τοῦ πολέμου. (830, 945, 1063, 980)
ad-head: ΠΩΛΕΙΤΑΙ (319, 1153, 386, 1166)
story-paragraph: Ἡ ἐπεξεργασία θὰ γίνῃ ὑπὸ τῆς ἐπιτροπῆς ἐντὸς τῆς προσεχοῦς ἑβδομάδος. (830, 1075, 1063, 1099)
story-subheading: ΟΙ ΕΚΛΟΓΙΚΟΙ ΚΑΤΑΛΟΓΟΙ (617, 534, 789, 547)
serial-text: ὅτε δὲ ὁ κ. δε Κερτὶς ἐπεισῆλθεν εἰς τὸ σαλόνι, ἡ Γαβριέλλα ἐστράφη πρὸς τὸ παράθυρον καὶ ἐκράτησε σιγὴν. Ἡ καρδία της ἐπάλλετο. Ἐσκέφθη ὅτι δὲν ἠδύνατο νὰ φύγῃ. Ὁ Ἀνδρέας ἀνέμενε τὴν ἀπάντησίν της. (42, 955, 303, 1015)
rate-item: Σιδ. Χαλκ. 1902 78.50 (43, 244, 151, 255)
anticommunist-title: ΟΙ ΑΝΤΙΚΟΜΜΟΥΝΙΣΤΙΚΑΙ ΕΝ ΣΕ ΓΕΡΣΕΙ (1323, 455, 1554, 493)
headline-secondary: Ο ΕΠΙΛΟΓΟΣ ΤΟΥ ΠΡΟΧΘΕΣΙΝΟΥ ΕΠΕΙΣΟΔΙΟΥ (604, 289, 1289, 373)
rate-item: Μυγαλικοῦ (186, 211, 240, 222)
ad-text: νομικῆς ζητεῖ θέσιν παρὰ τινι Ἑταιρείᾳ ἢ Ἐργοστασίῳ. Πληροφ. εἰς τὸ λογιστήριον μας. (27) (319, 568, 569, 603)
ad-head: ΔΕΣΠΟΙΝΙΣ (319, 469, 396, 482)
bills-subtitle: ΝΟΜΟΣΧΕΔΙΑ (1096, 813, 1284, 839)
serial-text: ὅτε δὲ ὁ κ. δε Κερτὶς ἐπεισῆλθεν εἰς τὸ σαλόνι, ἡ Γαβριέλλα ἐστράφη πρὸς τὸ παράθυρον καὶ ἐκράτησε σιγὴν. Ἡ καρδία της ἐπάλλετο. Ἐσκέφθη ὅτι δὲν ἠδύνατο νὰ φύγῃ. Ὁ Ἀνδρέας ἀνέμενε τὴν ἀπάντησίν της. (42, 1171, 303, 1233)
macedonia-text: Πληροφορούμεθα ὅτι ὁ γενικὸς διοικητὴς Μακεδονίας ἐπισκεφθήσεται τὴν Ἐπαρχίαν Σερρῶν. (1323, 561, 1554, 596)
story-paragraph: Κατετέθη νομοσχέδιον περὶ παρατάσεως τῆς προθεσμίας ἀναθεωρήσεως τῶν ἐκλογικῶν καταλόγων. (1073, 1219, 1307, 1255)
ad-head: ΑΥΤΟΚΙΝΗΤΟΝ (319, 841, 421, 854)
market-ad (319, 994, 569, 1030)
anticommunist-text: Ἡ καλ' ἀρχὴν ἐπιβολὴ τῆς ταχεῖας ἐπιβολῆς τῶν μέτρων ἐλήφθη ὑπὸ τῶν ἀρχῶν. (1323, 503, 1554, 527)
rate-item: Ὑποθηκ. 1889 94 (43, 222, 126, 233)
story-paragraph: Κ. ΛΟΜΒΑΡΔΟΣ (Πρόεδρος): Ἡ ἔκθεσις τῆς ἐπιτροπῆς θὰ κατατεθῇ ἐντὸς τῶν προσεχῶν ἡμερῶν. (587, 759, 820, 795)
ad-text: πιάνον ἄριστον Σταϊνβαιν. Πληροφ. Ὁδὸς Σολωμοῦ 25. (19) (319, 1083, 569, 1107)
ad-head: ΙΑΤΡΟΣ (319, 517, 371, 531)
association-subtitle: ΑΠΟΣΤΡΑΤΩΝ ΑΞΙΩΜΑΤΙΚΩΝ ΣΤΡΑΤΟΥ ΞΗΡΑΣ (1345, 1133, 1532, 1160)
rate-item: 130 ἑκα. 1881 820 (43, 168, 133, 179)
story-paragraph: Ὁ κ. ΣΑΛΜΑΝ λαμβάνων τὸν λόγον λέγει ὅτι αἱ κατηγορίαι δὲν εὐσταθοῦν, καὶ ἡ Συνέλευσις ὀφείλει νὰ διευκρινίσῃ τὸ ζήτημα. (587, 639, 820, 688)
ad-text: διὰ κερδοφόρον ἐπιχείρησιν μὲ κεφάλαιον 150 χιλιάδων. Πληροφ. κ. Ἀθανασίου. (30) (319, 651, 569, 688)
story-paragraph: Μεγάλη σύγχυσις ἐπικρατεῖ εἰς τὴν αἴθουσαν. Ὁ κ. ΓΟΥΝΑΡΗΣ ἐγείρεται καὶ ζητεῖ νὰ ἀποκατασταθῇ ἡ τάξις. (830, 1145, 1063, 1181)
association-text: Παρακαλοῦνται καὶ μέλη τοῦ Συνδέσμου ὅπως προσέλθωσιν εἰς τὴν γενικὴν συνέλευσιν. Ἐν Ἀθήναις τῇ 8 Μαρτίου 1922. (1323, 1169, 1554, 1206)
ministry-notice-2: Ὁ Ὑπουργὸς τῶν Στρατιωτικῶν προκηρύσσει μειοδοτικὸν διαγωνισμὸν διὰ 10.000 πλινθώματα. (1323, 1042, 1554, 1079)
rate-item: Σιδηρ. 1917 90.50 (43, 288, 131, 299)
story-paragraph: Κατετέθη νομοσχέδιον περὶ παρατάσεως τῆς προθεσμίας ἀναθεωρήσεως τῶν ἐκλογικῶν καταλόγων. (1073, 1031, 1307, 1067)
page-number: 2 (70, 96, 89, 126)
rate-item: Ἐλλην. Ἐριοφ. (186, 277, 256, 288)
post-title: ΤΑΧΥΔΡΟΜΕΙΟΝ (42, 535, 303, 552)
story-subheading: ΙΕΡΑ ΥΠΟΧΡΕΩΣΙΣ (644, 901, 762, 915)
ad-head: ΠΩΛΟΥΝΤΑΙ (319, 1117, 402, 1130)
